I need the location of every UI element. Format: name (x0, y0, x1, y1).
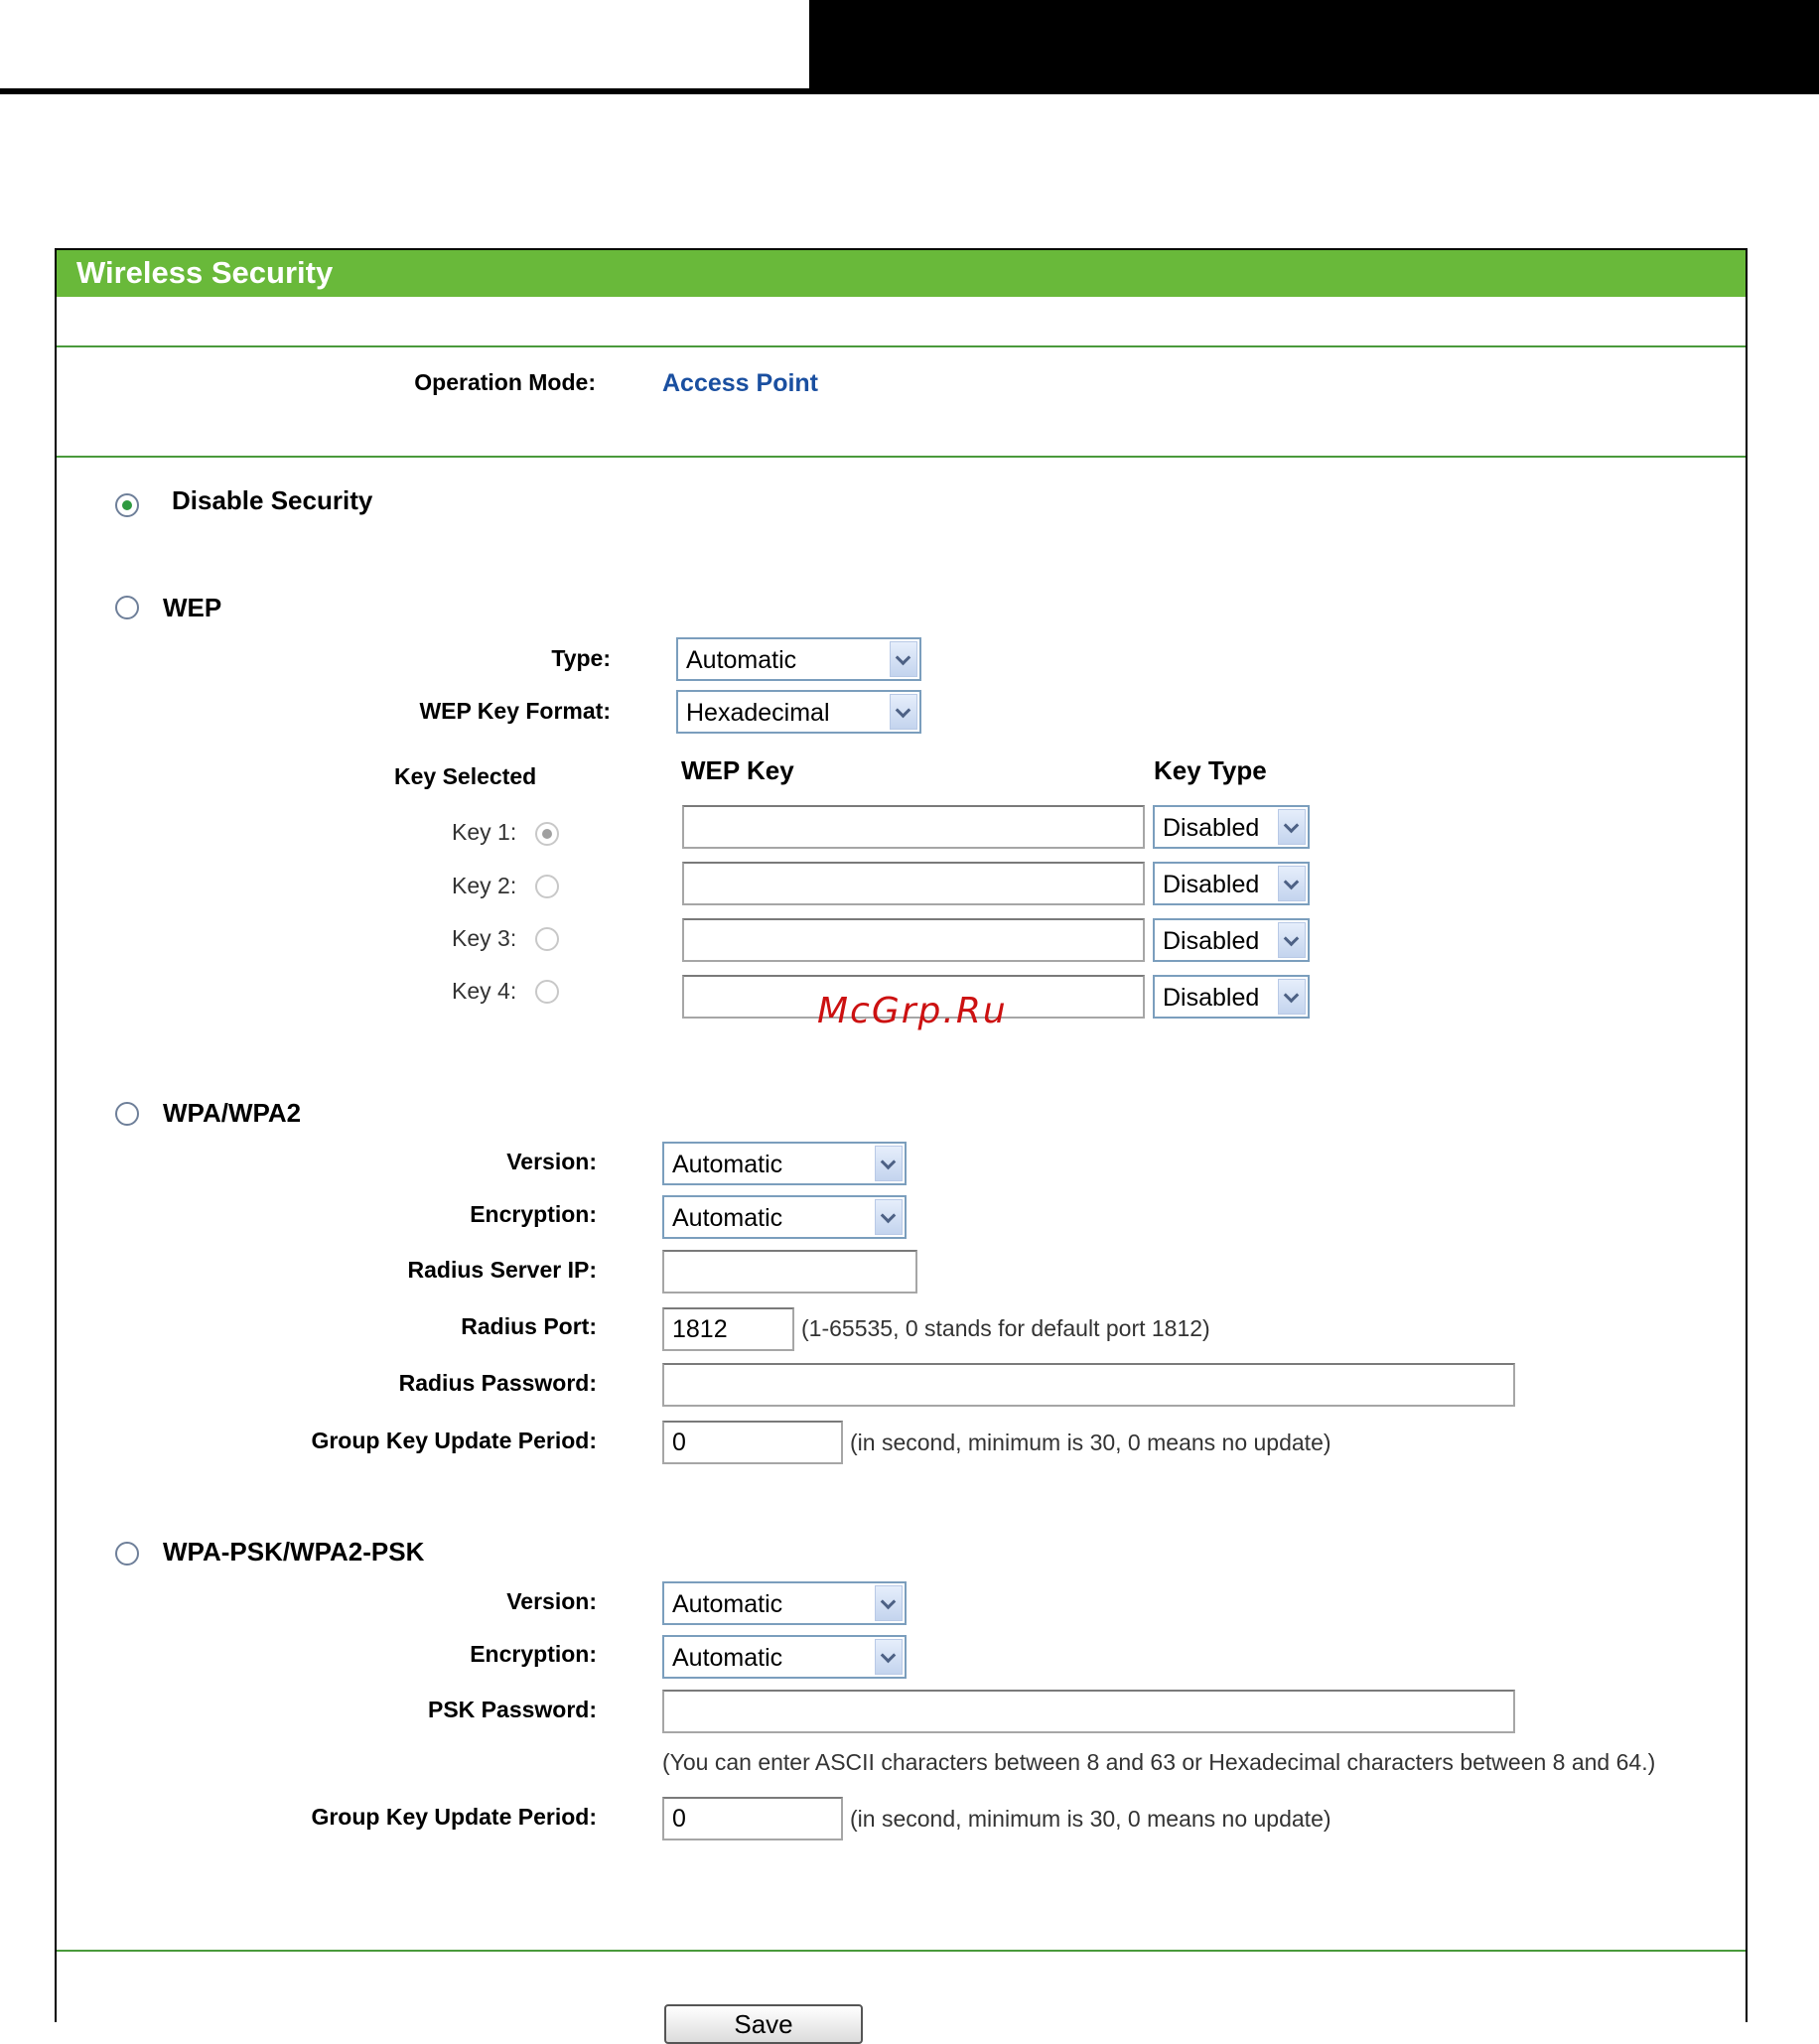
wpa-group-key-input[interactable] (662, 1421, 843, 1464)
radius-port-hint: (1-65535, 0 stands for default port 1812) (801, 1315, 1210, 1341)
watermark: McGrp.Ru (817, 991, 1008, 1031)
key-4-type-select[interactable] (1153, 975, 1310, 1019)
col-key-selected: Key Selected (394, 763, 537, 789)
wep-label: WEP (163, 593, 222, 622)
wep-key-format-select[interactable] (676, 690, 921, 734)
wpa-version-label: Version: (506, 1149, 597, 1174)
key-1-input[interactable] (682, 805, 1145, 849)
col-key-type: Key Type (1154, 755, 1267, 785)
key-4-radio[interactable] (535, 980, 559, 1004)
wep-key-format-value: Hexadecimal (686, 699, 830, 727)
radius-password-input[interactable] (662, 1363, 1515, 1407)
psk-version-label: Version: (506, 1588, 597, 1614)
col-wep-key: WEP Key (681, 755, 794, 785)
chevron-down-icon (1278, 866, 1306, 901)
chevron-down-icon (890, 641, 917, 677)
psk-group-key-input[interactable] (662, 1797, 843, 1840)
wpa-psk-label: WPA-PSK/WPA2-PSK (163, 1537, 425, 1567)
operation-mode-value: Access Point (662, 369, 819, 397)
chevron-down-icon (1278, 979, 1306, 1015)
wep-type-label: Type: (551, 645, 611, 671)
chevron-down-icon (875, 1146, 903, 1181)
chevron-down-icon (890, 694, 917, 730)
wep-type-select[interactable] (676, 637, 921, 681)
divider (57, 1950, 1746, 1952)
key-1-radio[interactable] (535, 822, 559, 846)
top-black-bar (809, 0, 1819, 94)
wep-type-value: Automatic (686, 646, 797, 674)
key-3-input[interactable] (682, 918, 1145, 962)
wpa-label: WPA/WPA2 (163, 1098, 302, 1128)
key-2-type-value: Disabled (1163, 871, 1260, 898)
psk-encryption-value: Automatic (672, 1644, 783, 1672)
psk-version-value: Automatic (672, 1590, 783, 1618)
key-2-radio[interactable] (535, 875, 559, 898)
chevron-down-icon (875, 1199, 903, 1235)
wpa-group-key-hint: (in second, minimum is 30, 0 means no update) (850, 1430, 1331, 1455)
key-label: Key 4: (452, 978, 517, 1004)
psk-password-label: PSK Password: (428, 1697, 597, 1722)
wpa-encryption-select[interactable] (662, 1195, 907, 1239)
psk-encryption-label: Encryption: (470, 1641, 597, 1667)
key-3-type-select[interactable] (1153, 918, 1310, 962)
radius-port-input[interactable] (662, 1307, 794, 1351)
key-label: Key 1: (452, 819, 517, 845)
key-1-type-value: Disabled (1163, 814, 1260, 842)
key-4-type-value: Disabled (1163, 984, 1260, 1012)
key-2-type-select[interactable] (1153, 862, 1310, 905)
key-1-type-select[interactable] (1153, 805, 1310, 849)
psk-password-hint: (You can enter ASCII characters between 8 and 63 or Hexadecimal characters between 8 and 64.) (662, 1749, 1656, 1775)
chevron-down-icon (1278, 809, 1306, 845)
key-3-type-value: Disabled (1163, 927, 1260, 955)
wpa-encryption-label: Encryption: (470, 1201, 597, 1227)
save-button[interactable]: Save (664, 2004, 863, 2044)
disable-security-radio[interactable] (115, 493, 139, 517)
chevron-down-icon (1278, 922, 1306, 958)
key-2-input[interactable] (682, 862, 1145, 905)
operation-mode-label: Operation Mode: (414, 369, 596, 395)
key-label: Key 2: (452, 873, 517, 898)
panel-title: Wireless Security (76, 255, 334, 290)
psk-encryption-select[interactable] (662, 1635, 907, 1679)
key-label: Key 3: (452, 925, 517, 951)
chevron-down-icon (875, 1585, 903, 1621)
psk-group-key-hint: (in second, minimum is 30, 0 means no update) (850, 1806, 1331, 1832)
wpa-radio[interactable] (115, 1102, 139, 1126)
psk-version-select[interactable] (662, 1581, 907, 1625)
chevron-down-icon (875, 1639, 903, 1675)
wpa-version-select[interactable] (662, 1142, 907, 1185)
disable-security-label: Disable Security (172, 485, 373, 515)
psk-password-input[interactable] (662, 1690, 1515, 1733)
wpa-encryption-value: Automatic (672, 1204, 783, 1232)
radius-password-label: Radius Password: (398, 1370, 597, 1396)
top-rule (0, 88, 809, 94)
wep-key-format-label: WEP Key Format: (419, 698, 611, 724)
psk-group-key-label: Group Key Update Period: (311, 1804, 597, 1830)
radius-ip-label: Radius Server IP: (407, 1257, 597, 1283)
wpa-group-key-label: Group Key Update Period: (311, 1428, 597, 1453)
radius-ip-input[interactable] (662, 1250, 917, 1294)
wpa-version-value: Automatic (672, 1151, 783, 1178)
radius-port-label: Radius Port: (461, 1313, 597, 1339)
wep-radio[interactable] (115, 596, 139, 619)
key-3-radio[interactable] (535, 927, 559, 951)
wpa-psk-radio[interactable] (115, 1542, 139, 1566)
divider (57, 456, 1746, 458)
divider (57, 345, 1746, 347)
